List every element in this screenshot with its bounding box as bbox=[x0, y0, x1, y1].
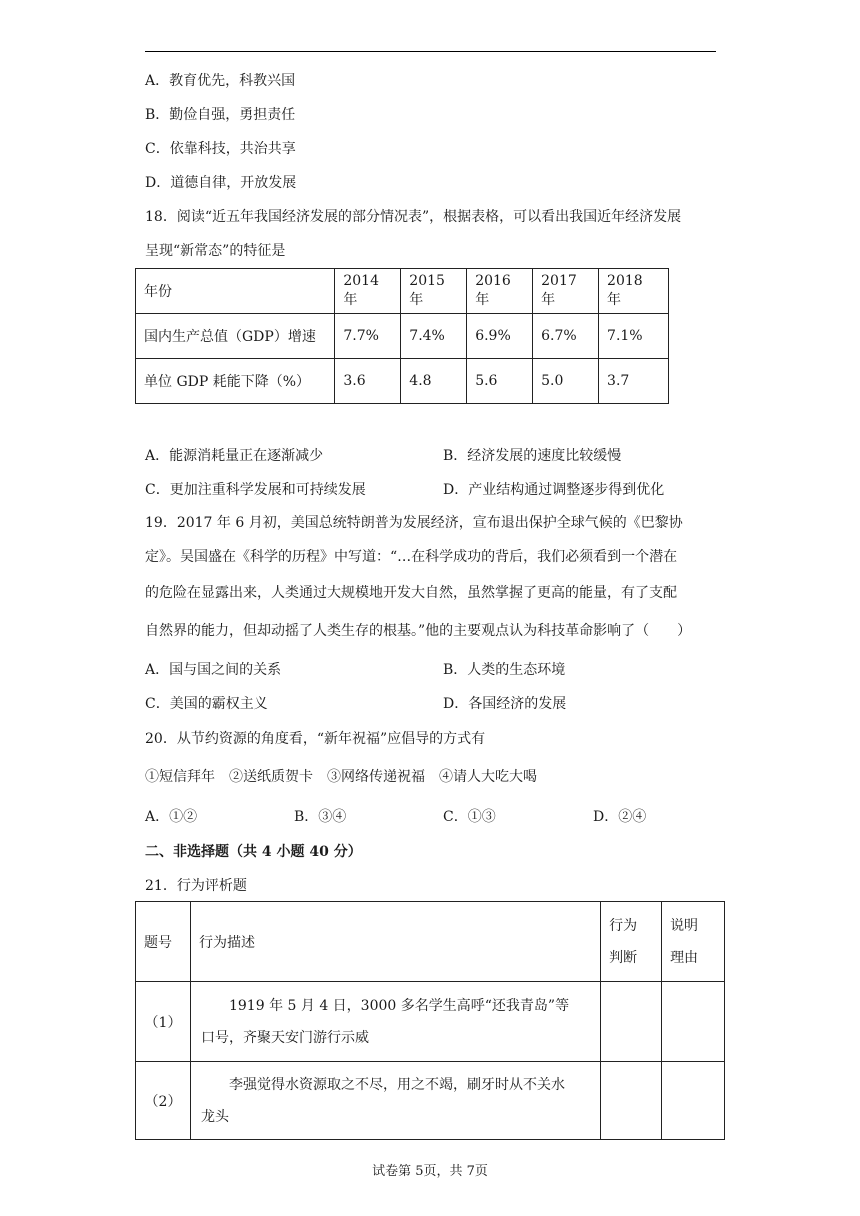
table-header-cell: 2018 年 bbox=[599, 269, 669, 314]
header-judge bbox=[601, 902, 662, 982]
table-cell: 3.7 bbox=[599, 359, 669, 404]
q19-stem-line2: 定》。吴国盛在《科学的历程》中写道：“…在科学成功的背后，我们必须看到一个潜在 bbox=[145, 549, 678, 565]
table-row bbox=[136, 269, 669, 314]
header-reason bbox=[662, 902, 725, 982]
q21-table bbox=[135, 901, 725, 1140]
table-cell: 5.0 bbox=[533, 359, 599, 404]
header-rule bbox=[145, 51, 716, 52]
header-no: 题号 bbox=[136, 902, 191, 982]
table-row bbox=[136, 1062, 725, 1140]
row-no: （1） bbox=[136, 982, 191, 1062]
table-header-cell: 2014 年 bbox=[335, 269, 401, 314]
table-header-cell: 2016 年 bbox=[467, 269, 533, 314]
table-header-cell: 年份 bbox=[136, 269, 335, 314]
row-reason-blank[interactable] bbox=[662, 982, 725, 1062]
q18-table bbox=[135, 268, 669, 404]
q20-stem: 20．从节约资源的角度看，“新年祝福”应倡导的方式有 bbox=[145, 731, 486, 747]
q18-option-a: A．能源消耗量正在逐渐减少 bbox=[145, 448, 324, 464]
table-header-cell: 2017 年 bbox=[533, 269, 599, 314]
q20-option-a: A．①② bbox=[145, 809, 198, 825]
table-row bbox=[136, 314, 669, 359]
q19-option-a: A．国与国之间的关系 bbox=[145, 662, 282, 678]
q19-stem-line1: 19．2017 年 6 月初，美国总统特朗普为发展经济，宣布退出保护全球气候的《巴黎协 bbox=[145, 515, 683, 531]
q21-title: 21．行为评析题 bbox=[145, 878, 247, 894]
table-cell: 7.1% bbox=[599, 314, 669, 359]
q18-stem-line2: 呈现“新常态”的特征是 bbox=[145, 243, 286, 259]
header-desc: 行为描述 bbox=[190, 902, 600, 982]
table-row bbox=[136, 359, 669, 404]
table-cell: 4.8 bbox=[401, 359, 467, 404]
table-row bbox=[136, 982, 725, 1062]
row-desc-line1: 1919 年 5 月 4 日，3000 多名学生高呼“还我青岛”等 bbox=[228, 997, 570, 1014]
q18-option-d: D．产业结构通过调整逐步得到优化 bbox=[443, 482, 665, 498]
header-reason-line1: 说明 bbox=[670, 917, 699, 934]
q20-items: ①短信拜年 ②送纸质贺卡 ③网络传递祝福 ④请人大吃大喝 bbox=[145, 769, 537, 785]
q19-option-b: B．人类的生态环境 bbox=[443, 662, 566, 678]
header-judge-line2: 判断 bbox=[609, 949, 638, 966]
table-cell: 国内生产总值（GDP）增速 bbox=[136, 314, 335, 359]
table-cell: 6.9% bbox=[467, 314, 533, 359]
row-desc bbox=[190, 982, 600, 1062]
q20-option-c: C．①③ bbox=[443, 809, 496, 825]
table-row bbox=[136, 902, 725, 982]
page-footer: 试卷第 5页，共 7页 bbox=[372, 1164, 488, 1179]
header-reason-line2: 理由 bbox=[670, 949, 699, 966]
q19-option-d: D．各国经济的发展 bbox=[443, 696, 567, 712]
table-cell: 6.7% bbox=[533, 314, 599, 359]
table-cell: 7.4% bbox=[401, 314, 467, 359]
header-judge-line1: 行为 bbox=[609, 917, 638, 934]
q17-option-d: D．道德自律，开放发展 bbox=[145, 175, 297, 191]
table-cell: 3.6 bbox=[335, 359, 401, 404]
table-cell: 7.7% bbox=[335, 314, 401, 359]
row-reason-blank[interactable] bbox=[662, 1062, 725, 1140]
q18-stem-line1: 18．阅读“近五年我国经济发展的部分情况表”，根据表格，可以看出我国近年经济发展 bbox=[145, 209, 682, 225]
q19-option-c: C．美国的霸权主义 bbox=[145, 696, 268, 712]
row-desc-line1: 李强觉得水资源取之不尽，用之不竭，刷牙时从不关水 bbox=[228, 1076, 565, 1093]
row-desc-line2: 龙头 bbox=[200, 1108, 229, 1125]
q18-option-b: B．经济发展的速度比较缓慢 bbox=[443, 448, 622, 464]
section-heading: 二、非选择题（共 4 小题 40 分） bbox=[145, 844, 362, 860]
q19-stem-line3: 的危险在显露出来，人类通过大规模地开发大自然，虽然掌握了更高的能量，有了支配 bbox=[145, 585, 677, 601]
row-no: （2） bbox=[136, 1062, 191, 1140]
q19-stem-line4: 自然界的能力，但却动摇了人类生存的根基。”他的主要观点认为科技革命影响了（ ） bbox=[145, 623, 692, 639]
q17-option-b: B．勤俭自强，勇担责任 bbox=[145, 107, 296, 123]
row-desc bbox=[190, 1062, 600, 1140]
table-cell: 单位 GDP 耗能下降（%） bbox=[136, 359, 335, 404]
table-cell: 5.6 bbox=[467, 359, 533, 404]
q17-option-a: A．教育优先，科教兴国 bbox=[145, 73, 296, 89]
q20-option-b: B．③④ bbox=[294, 809, 347, 825]
row-judge-blank[interactable] bbox=[601, 1062, 662, 1140]
row-desc-line2: 口号，齐聚天安门游行示威 bbox=[200, 1029, 369, 1046]
q20-option-d: D．②④ bbox=[593, 809, 647, 825]
table-header-cell: 2015 年 bbox=[401, 269, 467, 314]
q17-option-c: C．依靠科技，共治共享 bbox=[145, 141, 296, 157]
q18-option-c: C．更加注重科学发展和可持续发展 bbox=[145, 482, 366, 498]
row-judge-blank[interactable] bbox=[601, 982, 662, 1062]
